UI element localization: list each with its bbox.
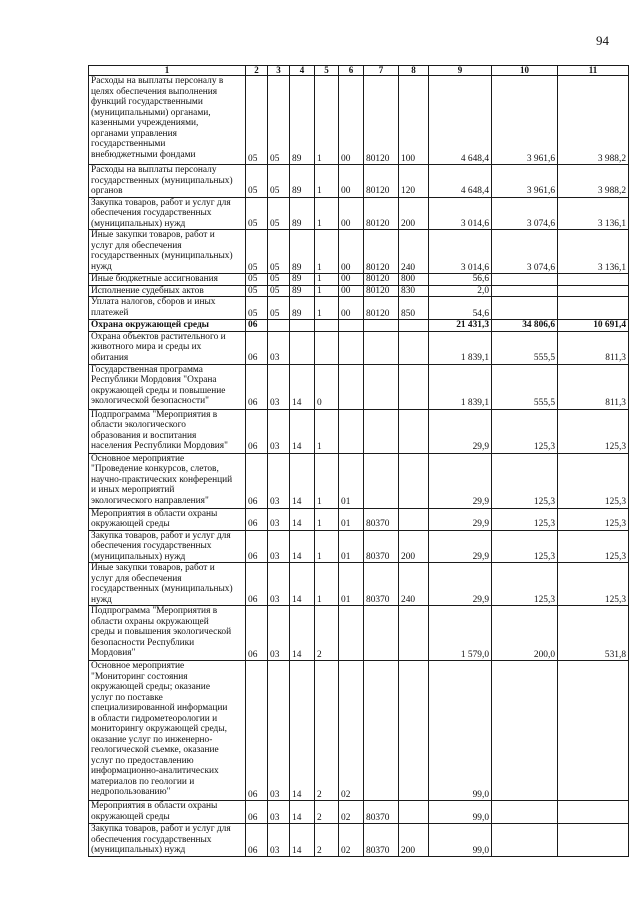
column-number: 1 — [89, 66, 246, 76]
code-cell: 89 — [290, 76, 315, 165]
code-cell: 1 — [315, 274, 339, 286]
code-cell: 00 — [339, 285, 364, 297]
code-cell: 05 — [246, 274, 268, 286]
amount-cell — [558, 801, 629, 824]
code-cell: 80370 — [364, 824, 399, 857]
amount-cell: 125,3 — [558, 453, 629, 508]
code-cell: 00 — [339, 274, 364, 286]
code-cell: 800 — [399, 274, 429, 286]
code-cell: 06 — [246, 606, 268, 661]
code-cell — [339, 409, 364, 453]
table-row — [89, 661, 629, 801]
code-cell — [399, 508, 429, 530]
row-description: Расходы на выплаты персоналу в целях обеспечения выполнения функций государственными (муниципальными) органами, казенными учреждениями, органами управления государственными внебюджетными фондами — [89, 76, 246, 165]
code-cell: 850 — [399, 297, 429, 320]
code-cell: 00 — [339, 297, 364, 320]
code-cell: 05 — [246, 230, 268, 274]
code-cell: 830 — [399, 285, 429, 297]
code-cell: 05 — [268, 165, 290, 198]
code-cell — [290, 320, 315, 332]
amount-cell: 3 136,1 — [558, 197, 629, 230]
amount-cell: 3 988,2 — [558, 76, 629, 165]
table-row — [89, 285, 629, 297]
code-cell — [364, 364, 399, 409]
column-number: 6 — [339, 66, 364, 76]
table-row — [89, 801, 629, 824]
code-cell — [364, 453, 399, 508]
code-cell: 01 — [339, 530, 364, 563]
code-cell: 14 — [290, 824, 315, 857]
code-cell: 14 — [290, 453, 315, 508]
table-row — [89, 409, 629, 453]
code-cell — [290, 331, 315, 364]
code-cell: 03 — [268, 530, 290, 563]
code-cell: 03 — [268, 661, 290, 801]
code-cell: 1 — [315, 563, 339, 606]
table-row — [89, 76, 629, 165]
code-cell: 80120 — [364, 197, 399, 230]
code-cell: 120 — [399, 165, 429, 198]
code-cell: 1 — [315, 409, 339, 453]
code-cell: 1 — [315, 197, 339, 230]
amount-cell: 29,9 — [429, 453, 492, 508]
code-cell: 80120 — [364, 297, 399, 320]
code-cell: 03 — [268, 824, 290, 857]
row-description: Подпрограмма "Мероприятия в области экологического образования и воспитания населения Республики Мордовия" — [89, 409, 246, 453]
code-cell: 2 — [315, 606, 339, 661]
amount-cell: 3 136,1 — [558, 230, 629, 274]
code-cell: 06 — [246, 530, 268, 563]
code-cell: 14 — [290, 364, 315, 409]
code-cell: 14 — [290, 801, 315, 824]
code-cell: 200 — [399, 530, 429, 563]
code-cell: 80120 — [364, 165, 399, 198]
code-cell: 06 — [246, 320, 268, 332]
budget-table — [88, 65, 629, 857]
code-cell: 02 — [339, 801, 364, 824]
column-number: 2 — [246, 66, 268, 76]
code-cell: 05 — [268, 274, 290, 286]
table-body — [89, 76, 629, 857]
amount-cell: 99,0 — [429, 824, 492, 857]
row-description: Мероприятия в области охраны окружающей среды — [89, 801, 246, 824]
code-cell: 89 — [290, 285, 315, 297]
code-cell: 06 — [246, 409, 268, 453]
column-number: 11 — [558, 66, 629, 76]
amount-cell: 3 074,6 — [492, 230, 558, 274]
row-description: Охрана объектов растительного и животного мира и среды их обитания — [89, 331, 246, 364]
code-cell: 89 — [290, 230, 315, 274]
amount-cell: 125,3 — [492, 508, 558, 530]
code-cell — [364, 409, 399, 453]
code-cell: 80370 — [364, 508, 399, 530]
code-cell — [399, 801, 429, 824]
amount-cell: 125,3 — [492, 453, 558, 508]
row-description: Государственная программа Республики Мордовия "Охрана окружающей среды и повышение экологической безопасности" — [89, 364, 246, 409]
code-cell: 2 — [315, 801, 339, 824]
code-cell — [339, 331, 364, 364]
row-description: Иные закупки товаров, работ и услуг для обеспечения государственных (муниципальных) нужд — [89, 563, 246, 606]
code-cell: 06 — [246, 563, 268, 606]
code-cell: 2 — [315, 824, 339, 857]
table-row — [89, 563, 629, 606]
row-description: Иные бюджетные ассигнования — [89, 274, 246, 286]
code-cell — [399, 661, 429, 801]
row-description: Основное мероприятие "Мониторинг состояния окружающей среды; оказание услуг по поставке специализированной информации в области гидрометеорологии и мониторингу окружающей среды, оказание услуг по инженерно- геологической съемке, оказание услуг по предоставлению информационно-аналитических материалов по геологии и недропользованию" — [89, 661, 246, 801]
amount-cell: 10 691,4 — [558, 320, 629, 332]
amount-cell — [492, 661, 558, 801]
code-cell: 240 — [399, 230, 429, 274]
code-cell — [339, 320, 364, 332]
amount-cell — [492, 824, 558, 857]
code-cell: 1 — [315, 165, 339, 198]
code-cell: 1 — [315, 230, 339, 274]
amount-cell: 3 988,2 — [558, 165, 629, 198]
code-cell: 100 — [399, 76, 429, 165]
amount-cell: 125,3 — [558, 409, 629, 453]
row-description: Закупка товаров, работ и услуг для обеспечения государственных (муниципальных) нужд — [89, 824, 246, 857]
code-cell: 03 — [268, 409, 290, 453]
table-header — [89, 66, 629, 76]
code-cell: 80120 — [364, 230, 399, 274]
code-cell: 01 — [339, 508, 364, 530]
table-row — [89, 364, 629, 409]
column-number: 5 — [315, 66, 339, 76]
code-cell: 200 — [399, 824, 429, 857]
column-number: 8 — [399, 66, 429, 76]
table-row — [89, 197, 629, 230]
table-row — [89, 274, 629, 286]
table-row — [89, 824, 629, 857]
code-cell — [399, 331, 429, 364]
amount-cell: 99,0 — [429, 801, 492, 824]
amount-cell: 29,9 — [429, 508, 492, 530]
amount-cell: 3 961,6 — [492, 76, 558, 165]
code-cell: 1 — [315, 508, 339, 530]
code-cell: 03 — [268, 801, 290, 824]
amount-cell: 29,9 — [429, 409, 492, 453]
code-cell: 03 — [268, 508, 290, 530]
row-description: Мероприятия в области охраны окружающей среды — [89, 508, 246, 530]
amount-cell — [492, 801, 558, 824]
code-cell: 14 — [290, 563, 315, 606]
code-cell: 06 — [246, 824, 268, 857]
code-cell: 06 — [246, 801, 268, 824]
amount-cell: 3 961,6 — [492, 165, 558, 198]
code-cell: 06 — [246, 453, 268, 508]
code-cell: 05 — [246, 76, 268, 165]
amount-cell: 125,3 — [558, 530, 629, 563]
amount-cell — [558, 661, 629, 801]
code-cell — [315, 320, 339, 332]
code-cell: 03 — [268, 453, 290, 508]
row-description: Иные закупки товаров, работ и услуг для обеспечения государственных (муниципальных) нужд — [89, 230, 246, 274]
row-description: Уплата налогов, сборов и иных платежей — [89, 297, 246, 320]
code-cell: 03 — [268, 606, 290, 661]
page-number: 94 — [596, 33, 609, 48]
amount-cell: 54,6 — [429, 297, 492, 320]
code-cell: 05 — [246, 297, 268, 320]
code-cell: 80120 — [364, 76, 399, 165]
code-cell: 05 — [268, 197, 290, 230]
code-cell — [364, 606, 399, 661]
amount-cell: 555,5 — [492, 364, 558, 409]
amount-cell: 1 839,1 — [429, 364, 492, 409]
table-row — [89, 165, 629, 198]
code-cell: 05 — [246, 165, 268, 198]
code-cell: 14 — [290, 409, 315, 453]
code-cell: 14 — [290, 508, 315, 530]
code-cell: 05 — [246, 197, 268, 230]
column-number: 3 — [268, 66, 290, 76]
table-row — [89, 331, 629, 364]
code-cell — [364, 661, 399, 801]
code-cell — [399, 364, 429, 409]
table-row — [89, 320, 629, 332]
code-cell — [364, 331, 399, 364]
column-number: 7 — [364, 66, 399, 76]
row-description: Закупка товаров, работ и услуг для обеспечения государственных (муниципальных) нужд — [89, 530, 246, 563]
row-description: Закупка товаров, работ и услуг для обеспечения государственных (муниципальных) нужд — [89, 197, 246, 230]
header-row — [89, 66, 629, 76]
code-cell: 02 — [339, 824, 364, 857]
amount-cell: 2,0 — [429, 285, 492, 297]
column-number: 4 — [290, 66, 315, 76]
code-cell: 00 — [339, 165, 364, 198]
table-row — [89, 230, 629, 274]
code-cell: 89 — [290, 297, 315, 320]
code-cell — [399, 606, 429, 661]
amount-cell: 125,3 — [492, 563, 558, 606]
amount-cell — [558, 824, 629, 857]
code-cell: 80370 — [364, 801, 399, 824]
code-cell: 1 — [315, 530, 339, 563]
amount-cell — [492, 297, 558, 320]
amount-cell: 1 839,1 — [429, 331, 492, 364]
amount-cell: 125,3 — [558, 508, 629, 530]
amount-cell: 125,3 — [558, 563, 629, 606]
code-cell — [315, 331, 339, 364]
row-description: Основное мероприятие "Проведение конкурсов, слетов, научно-практических конференций и иных мероприятий экологического направления" — [89, 453, 246, 508]
code-cell: 05 — [246, 285, 268, 297]
table-row — [89, 508, 629, 530]
code-cell: 89 — [290, 274, 315, 286]
code-cell: 240 — [399, 563, 429, 606]
amount-cell: 29,9 — [429, 530, 492, 563]
row-description: Охрана окружающей среды — [89, 320, 246, 332]
amount-cell: 125,3 — [492, 530, 558, 563]
code-cell: 200 — [399, 197, 429, 230]
amount-cell: 555,5 — [492, 331, 558, 364]
amount-cell: 531,8 — [558, 606, 629, 661]
code-cell: 2 — [315, 661, 339, 801]
amount-cell: 3 014,6 — [429, 230, 492, 274]
code-cell: 03 — [268, 563, 290, 606]
code-cell: 00 — [339, 197, 364, 230]
code-cell: 1 — [315, 285, 339, 297]
amount-cell: 4 648,4 — [429, 165, 492, 198]
code-cell: 06 — [246, 508, 268, 530]
code-cell: 00 — [339, 230, 364, 274]
amount-cell: 4 648,4 — [429, 76, 492, 165]
code-cell: 80370 — [364, 563, 399, 606]
row-description: Исполнение судебных актов — [89, 285, 246, 297]
code-cell: 06 — [246, 364, 268, 409]
code-cell — [399, 453, 429, 508]
code-cell: 00 — [339, 76, 364, 165]
amount-cell: 21 431,3 — [429, 320, 492, 332]
code-cell — [399, 409, 429, 453]
code-cell: 80120 — [364, 285, 399, 297]
code-cell: 1 — [315, 453, 339, 508]
code-cell: 0 — [315, 364, 339, 409]
code-cell: 01 — [339, 563, 364, 606]
column-number: 10 — [492, 66, 558, 76]
code-cell — [364, 320, 399, 332]
amount-cell — [558, 274, 629, 286]
table-row — [89, 530, 629, 563]
code-cell: 80120 — [364, 274, 399, 286]
code-cell — [399, 320, 429, 332]
code-cell: 89 — [290, 165, 315, 198]
amount-cell: 811,3 — [558, 331, 629, 364]
table-row — [89, 453, 629, 508]
amount-cell — [492, 274, 558, 286]
amount-cell: 56,6 — [429, 274, 492, 286]
amount-cell: 3 074,6 — [492, 197, 558, 230]
column-number: 9 — [429, 66, 492, 76]
code-cell: 05 — [268, 230, 290, 274]
code-cell: 03 — [268, 364, 290, 409]
code-cell — [339, 606, 364, 661]
code-cell: 1 — [315, 76, 339, 165]
amount-cell: 1 579,0 — [429, 606, 492, 661]
amount-cell: 3 014,6 — [429, 197, 492, 230]
code-cell: 03 — [268, 331, 290, 364]
code-cell — [268, 320, 290, 332]
amount-cell — [492, 285, 558, 297]
amount-cell: 200,0 — [492, 606, 558, 661]
code-cell: 06 — [246, 331, 268, 364]
row-description: Расходы на выплаты персоналу государственных (муниципальных) органов — [89, 165, 246, 198]
amount-cell: 29,9 — [429, 563, 492, 606]
code-cell: 89 — [290, 197, 315, 230]
table-row — [89, 297, 629, 320]
code-cell — [339, 364, 364, 409]
code-cell: 05 — [268, 76, 290, 165]
table-row — [89, 606, 629, 661]
amount-cell — [558, 285, 629, 297]
code-cell: 05 — [268, 297, 290, 320]
code-cell: 14 — [290, 530, 315, 563]
code-cell: 06 — [246, 661, 268, 801]
code-cell: 02 — [339, 661, 364, 801]
amount-cell: 99,0 — [429, 661, 492, 801]
row-description: Подпрограмма "Мероприятия в области охраны окружающей среды и повышения экологической безопасности Республики Мордовия" — [89, 606, 246, 661]
code-cell: 05 — [268, 285, 290, 297]
amount-cell: 34 806,6 — [492, 320, 558, 332]
code-cell: 14 — [290, 606, 315, 661]
code-cell: 1 — [315, 297, 339, 320]
code-cell: 80370 — [364, 530, 399, 563]
amount-cell: 125,3 — [492, 409, 558, 453]
amount-cell: 811,3 — [558, 364, 629, 409]
code-cell: 14 — [290, 661, 315, 801]
amount-cell — [558, 297, 629, 320]
code-cell: 01 — [339, 453, 364, 508]
